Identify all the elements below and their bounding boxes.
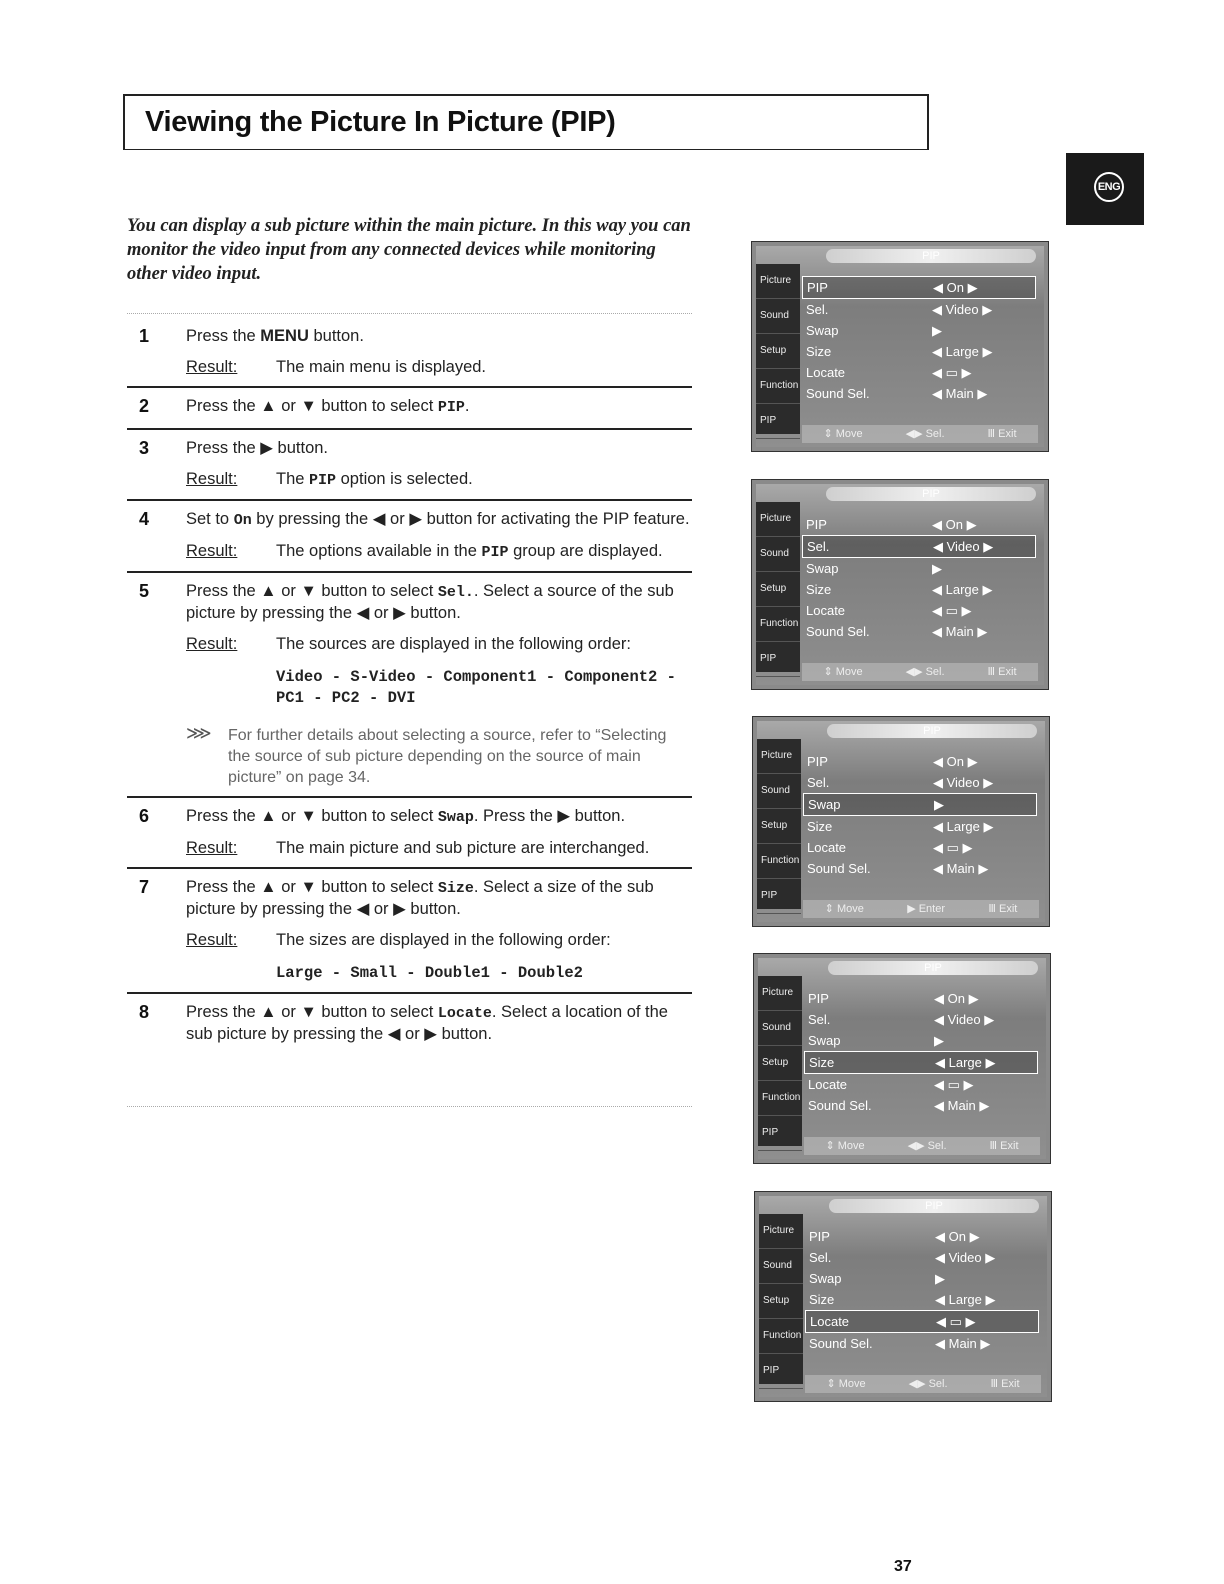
osd-menu-row	[804, 1030, 1040, 1051]
step-text: Press the ▲ or ▼ button to select	[186, 397, 438, 415]
osd-sidebar	[756, 502, 800, 672]
result-text: The main picture and sub picture are interchanged.	[276, 839, 650, 857]
osd-row-value: ◀ Video ▶	[932, 302, 993, 317]
osd-footer-hint: ⇕ Move	[826, 1378, 866, 1390]
osd-sidebar-item: Picture	[757, 739, 801, 774]
size-sequence: Large - Small - Double1 - Double2	[276, 964, 583, 982]
osd-sidebar-item: Setup	[759, 1284, 803, 1319]
step-4	[127, 501, 692, 573]
osd-row-value: ◀ Video ▶	[933, 539, 994, 554]
osd-row-label: Size	[806, 582, 832, 597]
osd-sidebar-item: Setup	[758, 1046, 802, 1081]
osd-sidebar-item: Function	[756, 607, 800, 642]
language-badge: ENG	[1094, 172, 1124, 202]
osd-row-label: Size	[806, 344, 832, 359]
osd-row-label: PIP	[807, 280, 828, 295]
result-label: Result:	[186, 470, 238, 488]
osd-header: PIP	[826, 249, 1036, 263]
osd-sidebar-item: Function	[756, 369, 800, 404]
osd-row-label: Swap	[809, 1271, 842, 1286]
osd-footer-hint: Ⅲ Exit	[987, 428, 1017, 440]
result-text: group are displayed.	[508, 542, 663, 560]
osd-row-value: ▶	[934, 797, 944, 812]
osd-sidebar-item: Picture	[756, 264, 800, 299]
osd-row-value: ◀ ▭ ▶	[934, 1077, 974, 1092]
osd-sidebar	[757, 739, 801, 909]
osd-sidebar-item: PIP	[759, 1354, 803, 1389]
osd-background	[757, 721, 1045, 922]
osd-menu-row	[803, 837, 1039, 858]
osd-sidebar-item: Sound	[758, 1011, 802, 1046]
osd-footer	[805, 1375, 1041, 1393]
osd-menu-row	[802, 320, 1038, 341]
osd-menu-row	[805, 1268, 1041, 1289]
osd-row-label: Swap	[806, 323, 839, 338]
osd-row-value: ▶	[932, 323, 942, 338]
osd-row-label: Sound Sel.	[809, 1336, 873, 1351]
osd-row-label: Sound Sel.	[808, 1098, 872, 1113]
osd-menu-row	[802, 362, 1038, 383]
osd-footer-hint: ◀▶ Sel.	[907, 1140, 947, 1152]
step-keyword: PIP	[437, 399, 465, 416]
osd-footer-hint: ⇕ Move	[824, 903, 864, 915]
osd-sidebar-item: Function	[758, 1081, 802, 1116]
step-number: 3	[139, 438, 150, 458]
osd-sidebar-item: PIP	[757, 879, 801, 914]
osd-footer-hint: ◀▶ Sel.	[905, 666, 945, 678]
osd-screenshot-swap	[752, 716, 1050, 927]
osd-footer-hint: ⇕ Move	[825, 1140, 865, 1152]
osd-footer-hint: Ⅲ Exit	[987, 666, 1017, 678]
osd-menu-row	[804, 1009, 1040, 1030]
step-number: 1	[139, 326, 150, 346]
step-keyword: On	[233, 512, 252, 529]
step-number: 7	[139, 877, 150, 897]
osd-footer	[802, 663, 1038, 681]
osd-footer	[803, 900, 1039, 918]
osd-sidebar-item: Picture	[756, 502, 800, 537]
osd-menu-row	[802, 579, 1038, 600]
step-number: 2	[139, 396, 150, 416]
osd-sidebar-item: Function	[757, 844, 801, 879]
osd-sidebar	[756, 264, 800, 434]
osd-menu-rows	[802, 514, 1038, 642]
osd-row-value: ◀ Large ▶	[935, 1055, 996, 1070]
osd-background	[756, 246, 1044, 447]
osd-sidebar	[759, 1214, 803, 1384]
osd-row-value: ◀ Video ▶	[933, 775, 994, 790]
osd-row-label: Locate	[807, 840, 847, 855]
osd-row-label: Locate	[806, 365, 846, 380]
step-text: Press the	[186, 327, 261, 345]
step-keyword: Size	[437, 880, 474, 897]
result-label: Result:	[186, 931, 238, 949]
step-text: button.	[308, 327, 364, 345]
osd-menu-row	[805, 1226, 1041, 1247]
osd-row-value: ◀ Main ▶	[935, 1336, 991, 1351]
step-text: . Select a size of the sub picture by pressing the ◀ or ▶ button.	[186, 878, 654, 918]
result-label: Result:	[186, 635, 238, 653]
result-text: The options available in the	[276, 542, 482, 560]
step-text: Press the ▲ or ▼ button to select	[186, 807, 438, 825]
osd-menu-row	[803, 751, 1039, 772]
step-keyword: Swap	[437, 809, 474, 826]
result-text: option is selected.	[336, 470, 473, 488]
osd-row-label: PIP	[809, 1229, 830, 1244]
osd-header: PIP	[826, 487, 1036, 501]
osd-background	[756, 484, 1044, 685]
result-label: Result:	[186, 542, 238, 560]
osd-menu-row	[802, 276, 1036, 299]
step-text: . Select a location of the sub picture by pressing the ◀ or ▶ button.	[186, 1003, 668, 1043]
osd-row-value: ◀ Large ▶	[933, 819, 994, 834]
osd-menu-rows	[802, 276, 1038, 404]
osd-sidebar-item: Picture	[758, 976, 802, 1011]
osd-menu-row	[803, 858, 1039, 879]
osd-footer-hint: ▶ Enter	[907, 903, 945, 915]
intro-text: You can display a sub picture within the main picture. In this way you can monitor the video input from any connected devices while monitoring other video input.	[127, 216, 691, 284]
osd-footer-hint: ◀▶ Sel.	[908, 1378, 948, 1390]
osd-menu-row	[803, 793, 1037, 816]
osd-menu-row	[802, 383, 1038, 404]
step-text: by pressing the ◀ or ▶ button for activating the PIP feature.	[251, 510, 690, 528]
result-keyword: PIP	[309, 472, 337, 489]
osd-row-label: Locate	[810, 1314, 850, 1329]
osd-footer	[802, 425, 1038, 443]
osd-header: PIP	[827, 724, 1037, 738]
step-text: .	[464, 397, 470, 415]
note-arrow-icon: ⋙	[186, 723, 212, 743]
osd-row-value: ◀ On ▶	[935, 1229, 980, 1244]
step-8	[127, 994, 692, 1055]
result-text: The sources are displayed in the following order:	[276, 635, 631, 653]
osd-menu-row	[802, 299, 1038, 320]
osd-sidebar-item: Function	[759, 1319, 803, 1354]
osd-menu-row	[805, 1289, 1041, 1310]
osd-menu-row	[802, 621, 1038, 642]
osd-row-label: Swap	[808, 1033, 841, 1048]
page-number: 37	[894, 1558, 912, 1575]
osd-sidebar-item: Setup	[756, 334, 800, 369]
osd-sidebar-item: PIP	[756, 404, 800, 439]
osd-row-value: ◀ Main ▶	[932, 624, 988, 639]
osd-menu-row	[805, 1247, 1041, 1268]
osd-row-value: ◀ Video ▶	[935, 1250, 996, 1265]
osd-row-value: ◀ On ▶	[932, 517, 977, 532]
step-7	[127, 869, 692, 994]
step-text: Press the ▲ or ▼ button to select	[186, 582, 438, 600]
steps-list	[127, 318, 692, 1055]
step-number: 5	[139, 581, 150, 601]
step-text: . Press the ▶ button.	[473, 807, 626, 825]
osd-row-label: Sel.	[809, 1250, 832, 1265]
osd-row-value: ▶	[935, 1271, 945, 1286]
osd-footer-hint: ◀▶ Sel.	[905, 428, 945, 440]
osd-row-label: Locate	[808, 1077, 848, 1092]
note-text: For further details about selecting a source, refer to “Selecting the source of sub picture depending on the source of main picture” on page 34.	[228, 727, 667, 786]
osd-background	[759, 1196, 1047, 1397]
osd-row-value: ◀ ▭ ▶	[936, 1314, 976, 1329]
osd-menu-row	[802, 535, 1036, 558]
osd-row-value: ◀ On ▶	[933, 754, 978, 769]
divider-top	[127, 313, 692, 314]
page-title: Viewing the Picture In Picture (PIP)	[145, 106, 616, 138]
step-1	[127, 318, 692, 388]
osd-menu-row	[802, 514, 1038, 535]
osd-row-value: ▶	[932, 561, 942, 576]
osd-menu-rows	[804, 988, 1040, 1116]
osd-row-value: ◀ ▭ ▶	[932, 365, 972, 380]
step-number: 6	[139, 806, 150, 826]
osd-row-label: Size	[809, 1292, 835, 1307]
step-text: Press the ▲ or ▼ button to select	[186, 878, 438, 896]
osd-screenshot-sel	[751, 479, 1049, 690]
osd-row-value: ◀ Large ▶	[935, 1292, 996, 1307]
osd-row-label: Sel.	[807, 539, 830, 554]
osd-screenshot-pip	[751, 241, 1049, 452]
osd-row-value: ▶	[934, 1033, 944, 1048]
osd-footer-hint: Ⅲ Exit	[989, 1140, 1019, 1152]
osd-menu-row	[802, 341, 1038, 362]
osd-sidebar-item: PIP	[756, 642, 800, 677]
osd-row-label: Sound Sel.	[806, 624, 870, 639]
step-number: 4	[139, 509, 150, 529]
osd-sidebar	[758, 976, 802, 1146]
osd-footer	[804, 1137, 1040, 1155]
osd-sidebar-item: PIP	[758, 1116, 802, 1151]
step-text: Press the ▲ or ▼ button to select	[186, 1003, 438, 1021]
divider-bottom	[127, 1106, 692, 1107]
osd-screenshot-locate	[754, 1191, 1052, 1402]
osd-sidebar-item: Sound	[759, 1249, 803, 1284]
osd-row-label: PIP	[806, 517, 827, 532]
osd-menu-row	[804, 1051, 1038, 1074]
osd-screenshot-size	[753, 953, 1051, 1164]
note	[186, 725, 692, 788]
step-text: Press the ▶ button.	[186, 439, 329, 457]
osd-row-label: Size	[807, 819, 833, 834]
osd-row-label: Sel.	[807, 775, 830, 790]
osd-row-value: ◀ Main ▶	[932, 386, 988, 401]
source-sequence: Video - S-Video - Component1 - Component2 - PC1 - PC2 - DVI	[276, 668, 676, 707]
osd-row-value: ◀ Main ▶	[934, 1098, 990, 1113]
osd-row-value: ◀ Main ▶	[933, 861, 989, 876]
osd-row-value: ◀ ▭ ▶	[932, 603, 972, 618]
step-keyword: Locate	[437, 1005, 492, 1022]
osd-footer-hint: ⇕ Move	[823, 666, 863, 678]
osd-row-value: ◀ Large ▶	[932, 582, 993, 597]
osd-header: PIP	[828, 961, 1038, 975]
osd-menu-row	[805, 1310, 1039, 1333]
osd-sidebar-item: Sound	[756, 299, 800, 334]
osd-menu-row	[804, 1074, 1040, 1095]
result-text: The main menu is displayed.	[276, 358, 487, 376]
osd-row-value: ◀ On ▶	[934, 991, 979, 1006]
osd-row-label: Sel.	[806, 302, 829, 317]
osd-footer-hint: Ⅲ Exit	[988, 903, 1018, 915]
osd-row-label: Sel.	[808, 1012, 831, 1027]
osd-header: PIP	[829, 1199, 1039, 1213]
osd-menu-rows	[805, 1226, 1041, 1354]
osd-row-value: ◀ Video ▶	[934, 1012, 995, 1027]
step-text: . Select a source of the sub picture by pressing the ◀ or ▶ button.	[186, 582, 674, 622]
step-text: Set to	[186, 510, 234, 528]
result-text: The	[276, 470, 310, 488]
osd-row-label: Swap	[808, 797, 841, 812]
osd-row-value: ◀ On ▶	[933, 280, 978, 295]
title-box	[123, 94, 929, 150]
result-label: Result:	[186, 358, 238, 376]
osd-sidebar-item: Sound	[757, 774, 801, 809]
osd-menu-row	[804, 988, 1040, 1009]
result-keyword: PIP	[481, 544, 509, 561]
osd-menu-row	[802, 558, 1038, 579]
osd-sidebar-item: Setup	[756, 572, 800, 607]
osd-row-label: Locate	[806, 603, 846, 618]
osd-menu-row	[805, 1333, 1041, 1354]
step-3	[127, 430, 692, 501]
osd-row-label: Size	[809, 1055, 835, 1070]
step-5	[127, 573, 692, 798]
step-number: 8	[139, 1002, 150, 1022]
step-2	[127, 388, 692, 430]
osd-row-value: ◀ Large ▶	[932, 344, 993, 359]
osd-menu-row	[803, 772, 1039, 793]
osd-menu-rows	[803, 751, 1039, 879]
osd-menu-row	[802, 600, 1038, 621]
osd-row-label: Sound Sel.	[807, 861, 871, 876]
step-6	[127, 798, 692, 869]
osd-sidebar-item: Sound	[756, 537, 800, 572]
osd-row-label: Sound Sel.	[806, 386, 870, 401]
osd-menu-row	[803, 816, 1039, 837]
step-keyword: Sel.	[437, 584, 474, 601]
osd-background	[758, 958, 1046, 1159]
osd-menu-row	[804, 1095, 1040, 1116]
result-text: The sizes are displayed in the following order:	[276, 931, 611, 949]
osd-row-label: PIP	[807, 754, 828, 769]
osd-row-value: ◀ ▭ ▶	[933, 840, 973, 855]
osd-row-label: Swap	[806, 561, 839, 576]
result-label: Result:	[186, 839, 238, 857]
osd-footer-hint: ⇕ Move	[823, 428, 863, 440]
osd-footer-hint: Ⅲ Exit	[990, 1378, 1020, 1390]
osd-sidebar-item: Picture	[759, 1214, 803, 1249]
step-keyword: MENU	[260, 327, 309, 345]
osd-row-label: PIP	[808, 991, 829, 1006]
osd-sidebar-item: Setup	[757, 809, 801, 844]
